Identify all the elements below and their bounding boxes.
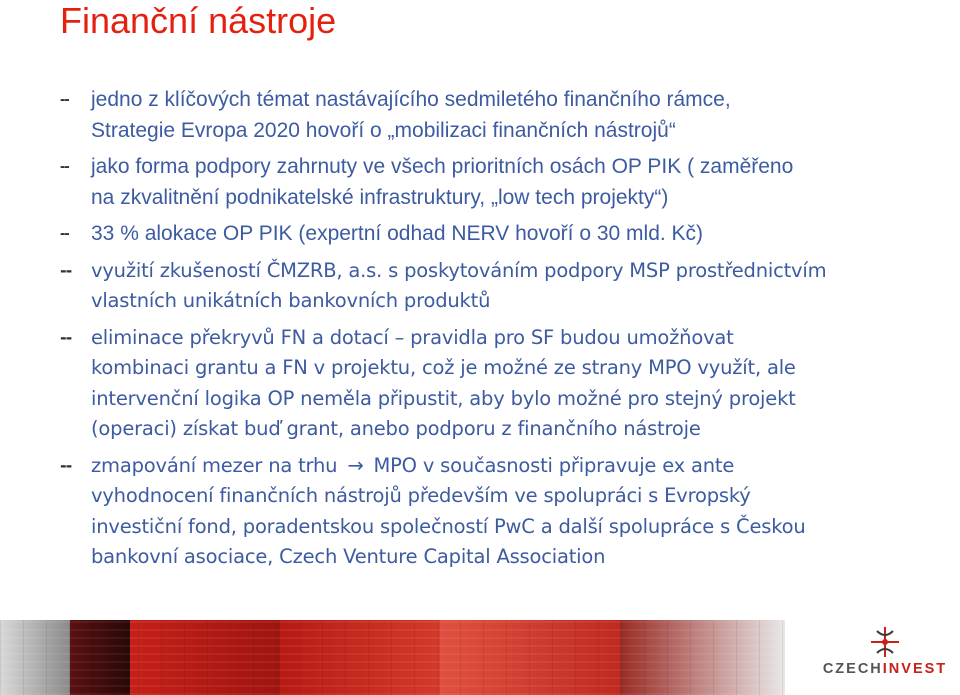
bullet-marker: -- bbox=[60, 327, 72, 347]
bullet-marker: -- bbox=[60, 260, 72, 280]
bullet-text-line: jako forma podpory zahrnuty ve všech prioritních osách OP PIK ( zaměřeno bbox=[91, 155, 794, 178]
bullet-text-line: eliminace překryvů FN a dotací – pravidla pro SF budou umožňovat bbox=[91, 325, 734, 349]
bullet-text-line: jedno z klíčových témat nastávajícího sedmiletého finančního rámce, bbox=[91, 88, 731, 111]
bullet-item bbox=[60, 85, 955, 146]
bullet-marker: -- bbox=[60, 91, 69, 108]
bullet-text-segment: MPO v současnosti připravuje ex ante bbox=[373, 453, 735, 477]
bullet-marker: -- bbox=[60, 158, 69, 175]
bullet-marker: -- bbox=[60, 225, 69, 242]
logo-text-czech: CZECH bbox=[822, 661, 883, 677]
bullet-text-line: 33 % alokace OP PIK (expertní odhad NERV hovoří o 30 mld. Kč) bbox=[91, 222, 704, 245]
bullet-text-line: (operaci) získat buď grant, anebo podporu z finančního nástroje bbox=[91, 417, 701, 440]
bullet-text-line: vyhodnocení finančních nástrojů především ve spolupráci s Evropský bbox=[91, 484, 751, 507]
czechinvest-logo bbox=[815, 625, 955, 690]
bullet-text-segment: zmapování mezer na trhu bbox=[91, 453, 338, 477]
bullet-text-line bbox=[91, 451, 955, 482]
bullet-item bbox=[60, 451, 955, 573]
bullet-text-line: Strategie Evropa 2020 hovoří o „mobilizaci finančních nástrojů“ bbox=[91, 118, 676, 142]
slide-title: Finanční nástroje bbox=[60, 0, 337, 41]
bullet-item bbox=[60, 219, 955, 250]
bullet-item bbox=[60, 323, 955, 445]
arrow-right-icon: → bbox=[347, 453, 364, 477]
bullet-item bbox=[60, 152, 955, 213]
bullet-text-line: investiční fond, poradentskou společností PwC a další spolupráce s Českou bbox=[91, 514, 806, 538]
logo-wordmark bbox=[815, 661, 955, 677]
bullet-text-line: využití zkušeností ČMZRB, a.s. s poskytováním podpory MSP prostřednictvím bbox=[91, 258, 827, 282]
logo-text-invest: INVEST bbox=[882, 661, 948, 677]
bullet-marker: -- bbox=[60, 455, 72, 475]
bullet-text-line: vlastních unikátních bankovních produktů bbox=[91, 289, 491, 312]
bullet-text-line: bankovní asociace, Czech Venture Capital Association bbox=[91, 545, 606, 568]
bullet-item bbox=[60, 256, 955, 317]
footer-image-band bbox=[0, 620, 785, 695]
bullet-list bbox=[60, 85, 955, 579]
bullet-text-line: intervenční logika OP neměla připustit, aby bylo možné pro stejný projekt bbox=[91, 386, 796, 410]
bullet-text-line: na zkvalitnění podnikatelské infrastruktury, „low tech projekty“) bbox=[91, 185, 669, 209]
bullet-text-line: kombinaci grantu a FN v projektu, což je možné ze strany MPO využít, ale bbox=[91, 356, 796, 379]
czechinvest-emblem-icon bbox=[867, 625, 903, 659]
